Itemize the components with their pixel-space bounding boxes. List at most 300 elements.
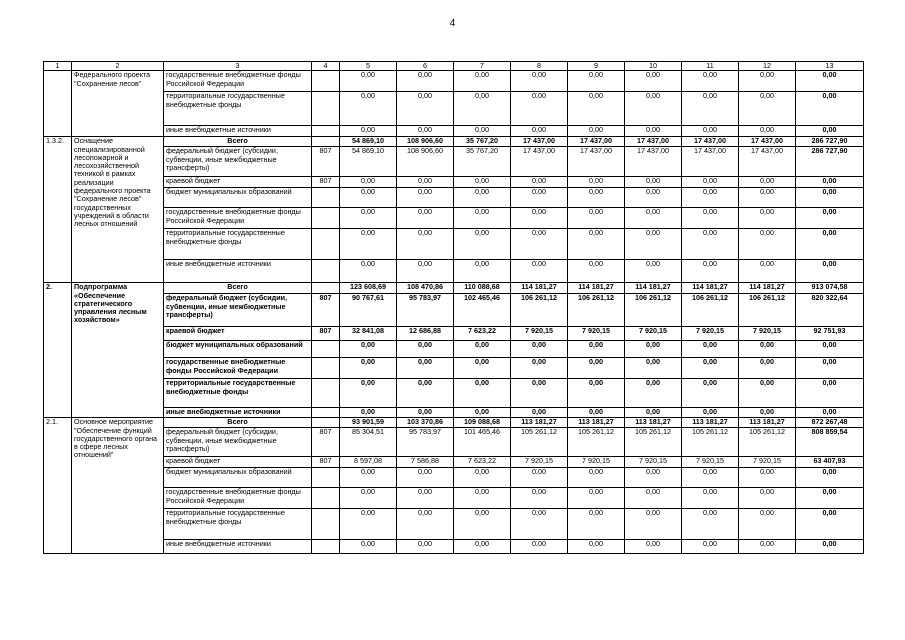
row-total-cell: 92 751,93 bbox=[796, 327, 864, 341]
column-header-8: 8 bbox=[511, 62, 568, 71]
amount-cell: 114 181,27 bbox=[511, 283, 568, 294]
amount-cell: 17 437,00 bbox=[511, 137, 568, 147]
funding-source-cell: государственные внебюджетные фонды Российской Федерации bbox=[164, 488, 312, 509]
total-label-cell: Всего bbox=[164, 418, 312, 428]
amount-cell: 108 470,86 bbox=[397, 283, 454, 294]
funding-source-cell: государственные внебюджетные фонды Российской Федерации bbox=[164, 208, 312, 229]
table-row bbox=[44, 147, 864, 177]
amount-cell: 8 597,08 bbox=[340, 457, 397, 468]
amount-cell: 0,00 bbox=[568, 92, 625, 126]
amount-cell: 0,00 bbox=[454, 229, 511, 260]
amount-cell: 0,00 bbox=[340, 208, 397, 229]
amount-cell: 106 261,12 bbox=[511, 294, 568, 327]
amount-cell: 0,00 bbox=[397, 188, 454, 208]
amount-cell: 17 437,00 bbox=[568, 147, 625, 177]
funding-source-cell: территориальные государственные внебюджетные фонды bbox=[164, 229, 312, 260]
amount-cell: 0,00 bbox=[625, 92, 682, 126]
amount-cell: 17 437,00 bbox=[625, 137, 682, 147]
grbs-code-cell bbox=[312, 92, 340, 126]
amount-cell: 0,00 bbox=[739, 358, 796, 379]
amount-cell: 0,00 bbox=[682, 540, 739, 554]
amount-cell: 114 181,27 bbox=[739, 283, 796, 294]
amount-cell: 0,00 bbox=[739, 71, 796, 92]
table-row bbox=[44, 260, 864, 283]
amount-cell: 35 767,20 bbox=[454, 137, 511, 147]
amount-cell: 0,00 bbox=[739, 488, 796, 509]
budget-table bbox=[43, 61, 864, 554]
item-code-cell: 1.3.2. bbox=[44, 137, 72, 283]
amount-cell: 105 261,12 bbox=[568, 428, 625, 457]
table-row bbox=[44, 208, 864, 229]
amount-cell: 0,00 bbox=[454, 358, 511, 379]
column-header-3: 3 bbox=[164, 62, 312, 71]
amount-cell: 105 261,12 bbox=[682, 428, 739, 457]
table-body bbox=[44, 71, 864, 554]
amount-cell: 0,00 bbox=[454, 208, 511, 229]
amount-cell: 0,00 bbox=[625, 260, 682, 283]
amount-cell: 0,00 bbox=[739, 379, 796, 408]
grbs-code-cell bbox=[312, 341, 340, 358]
amount-cell: 0,00 bbox=[625, 71, 682, 92]
table-row bbox=[44, 509, 864, 540]
table-row bbox=[44, 418, 864, 428]
table-row bbox=[44, 327, 864, 341]
amount-cell: 0,00 bbox=[739, 126, 796, 137]
amount-cell: 0,00 bbox=[625, 379, 682, 408]
amount-cell: 12 686,88 bbox=[397, 327, 454, 341]
amount-cell: 7 586,88 bbox=[397, 457, 454, 468]
grbs-code-cell bbox=[312, 229, 340, 260]
row-total-cell: 286 727,90 bbox=[796, 147, 864, 177]
grbs-code-cell: 807 bbox=[312, 294, 340, 327]
amount-cell: 0,00 bbox=[511, 540, 568, 554]
table-row bbox=[44, 229, 864, 260]
funding-source-cell: государственные внебюджетные фонды Российской Федерации bbox=[164, 71, 312, 92]
amount-cell: 0,00 bbox=[511, 468, 568, 488]
amount-cell: 0,00 bbox=[625, 126, 682, 137]
amount-cell: 0,00 bbox=[682, 126, 739, 137]
funding-source-cell: краевой бюджет bbox=[164, 177, 312, 188]
grbs-code-cell bbox=[312, 137, 340, 147]
amount-cell: 0,00 bbox=[568, 468, 625, 488]
grbs-code-cell bbox=[312, 208, 340, 229]
table-row bbox=[44, 71, 864, 92]
amount-cell: 0,00 bbox=[739, 341, 796, 358]
amount-cell: 0,00 bbox=[340, 358, 397, 379]
amount-cell: 0,00 bbox=[340, 260, 397, 283]
column-header-7: 7 bbox=[454, 62, 511, 71]
amount-cell: 0,00 bbox=[511, 358, 568, 379]
column-header-1: 1 bbox=[44, 62, 72, 71]
amount-cell: 7 623,22 bbox=[454, 327, 511, 341]
grbs-code-cell bbox=[312, 71, 340, 92]
amount-cell: 0,00 bbox=[340, 92, 397, 126]
amount-cell: 7 920,15 bbox=[568, 457, 625, 468]
amount-cell: 0,00 bbox=[397, 229, 454, 260]
amount-cell: 95 783,97 bbox=[397, 428, 454, 457]
amount-cell: 0,00 bbox=[511, 408, 568, 418]
amount-cell: 0,00 bbox=[340, 540, 397, 554]
table-row bbox=[44, 177, 864, 188]
grbs-code-cell: 807 bbox=[312, 428, 340, 457]
amount-cell: 114 181,27 bbox=[625, 283, 682, 294]
amount-cell: 0,00 bbox=[397, 509, 454, 540]
amount-cell: 7 623,22 bbox=[454, 457, 511, 468]
amount-cell: 0,00 bbox=[568, 358, 625, 379]
amount-cell: 0,00 bbox=[397, 488, 454, 509]
amount-cell: 17 437,00 bbox=[511, 147, 568, 177]
amount-cell: 0,00 bbox=[568, 177, 625, 188]
amount-cell: 0,00 bbox=[397, 71, 454, 92]
amount-cell: 0,00 bbox=[739, 188, 796, 208]
funding-source-cell: краевой бюджет bbox=[164, 327, 312, 341]
amount-cell: 0,00 bbox=[340, 71, 397, 92]
row-total-cell: 0,00 bbox=[796, 71, 864, 92]
row-total-cell: 0,00 bbox=[796, 126, 864, 137]
row-total-cell: 0,00 bbox=[796, 229, 864, 260]
grbs-code-cell bbox=[312, 260, 340, 283]
amount-cell: 0,00 bbox=[511, 229, 568, 260]
row-total-cell: 0,00 bbox=[796, 92, 864, 126]
grbs-code-cell bbox=[312, 358, 340, 379]
amount-cell: 0,00 bbox=[511, 188, 568, 208]
amount-cell: 0,00 bbox=[340, 177, 397, 188]
amount-cell: 17 437,00 bbox=[739, 137, 796, 147]
amount-cell: 0,00 bbox=[454, 177, 511, 188]
amount-cell: 0,00 bbox=[340, 488, 397, 509]
grbs-code-cell bbox=[312, 283, 340, 294]
amount-cell: 0,00 bbox=[625, 341, 682, 358]
amount-cell: 0,00 bbox=[568, 540, 625, 554]
amount-cell: 0,00 bbox=[739, 468, 796, 488]
amount-cell: 0,00 bbox=[739, 408, 796, 418]
row-total-cell: 63 407,93 bbox=[796, 457, 864, 468]
amount-cell: 0,00 bbox=[625, 408, 682, 418]
amount-cell: 0,00 bbox=[739, 208, 796, 229]
amount-cell: 0,00 bbox=[682, 341, 739, 358]
amount-cell: 95 783,97 bbox=[397, 294, 454, 327]
amount-cell: 106 261,12 bbox=[682, 294, 739, 327]
amount-cell: 0,00 bbox=[340, 468, 397, 488]
amount-cell: 0,00 bbox=[682, 260, 739, 283]
amount-cell: 0,00 bbox=[511, 509, 568, 540]
amount-cell: 0,00 bbox=[682, 71, 739, 92]
funding-source-cell: иные внебюджетные источники bbox=[164, 408, 312, 418]
amount-cell: 0,00 bbox=[511, 92, 568, 126]
amount-cell: 0,00 bbox=[682, 509, 739, 540]
amount-cell: 113 181,27 bbox=[625, 418, 682, 428]
column-header-6: 6 bbox=[397, 62, 454, 71]
amount-cell: 0,00 bbox=[340, 379, 397, 408]
amount-cell: 7 920,15 bbox=[511, 327, 568, 341]
amount-cell: 0,00 bbox=[625, 229, 682, 260]
amount-cell: 17 437,00 bbox=[682, 147, 739, 177]
amount-cell: 110 088,68 bbox=[454, 283, 511, 294]
row-total-cell: 0,00 bbox=[796, 260, 864, 283]
amount-cell: 0,00 bbox=[511, 177, 568, 188]
amount-cell: 0,00 bbox=[397, 408, 454, 418]
row-total-cell: 0,00 bbox=[796, 208, 864, 229]
item-code-cell: 2.1. bbox=[44, 418, 72, 554]
amount-cell: 7 920,15 bbox=[511, 457, 568, 468]
funding-source-cell: федеральный бюджет (субсидии, субвенции, иные межбюджетные трансферты) bbox=[164, 428, 312, 457]
funding-source-cell: федеральный бюджет (субсидии, субвенции, иные межбюджетные трансферты) bbox=[164, 147, 312, 177]
grbs-code-cell bbox=[312, 408, 340, 418]
amount-cell: 0,00 bbox=[397, 260, 454, 283]
funding-source-cell: иные внебюджетные источники bbox=[164, 540, 312, 554]
table-row bbox=[44, 294, 864, 327]
item-code-cell bbox=[44, 71, 72, 137]
table-row bbox=[44, 92, 864, 126]
amount-cell: 0,00 bbox=[397, 177, 454, 188]
funding-source-cell: бюджет муниципальных образований bbox=[164, 468, 312, 488]
amount-cell: 0,00 bbox=[568, 260, 625, 283]
table-row bbox=[44, 137, 864, 147]
grbs-code-cell bbox=[312, 379, 340, 408]
grbs-code-cell bbox=[312, 126, 340, 137]
amount-cell: 113 181,27 bbox=[568, 418, 625, 428]
amount-cell: 0,00 bbox=[340, 408, 397, 418]
amount-cell: 7 920,15 bbox=[625, 327, 682, 341]
funding-source-cell: иные внебюджетные источники bbox=[164, 126, 312, 137]
amount-cell: 0,00 bbox=[397, 358, 454, 379]
grbs-code-cell bbox=[312, 418, 340, 428]
amount-cell: 0,00 bbox=[454, 408, 511, 418]
amount-cell: 0,00 bbox=[454, 341, 511, 358]
funding-source-cell: бюджет муниципальных образований bbox=[164, 341, 312, 358]
table-row bbox=[44, 188, 864, 208]
column-number-row bbox=[44, 62, 864, 71]
amount-cell: 0,00 bbox=[682, 92, 739, 126]
amount-cell: 0,00 bbox=[682, 229, 739, 260]
column-header-12: 12 bbox=[739, 62, 796, 71]
amount-cell: 90 767,61 bbox=[340, 294, 397, 327]
amount-cell: 0,00 bbox=[397, 208, 454, 229]
amount-cell: 0,00 bbox=[454, 468, 511, 488]
amount-cell: 0,00 bbox=[568, 126, 625, 137]
amount-cell: 0,00 bbox=[454, 126, 511, 137]
amount-cell: 0,00 bbox=[568, 229, 625, 260]
amount-cell: 7 920,15 bbox=[682, 457, 739, 468]
total-label-cell: Всего bbox=[164, 283, 312, 294]
amount-cell: 17 437,00 bbox=[625, 147, 682, 177]
amount-cell: 0,00 bbox=[397, 540, 454, 554]
amount-cell: 7 920,15 bbox=[682, 327, 739, 341]
amount-cell: 114 181,27 bbox=[682, 283, 739, 294]
column-header-2: 2 bbox=[72, 62, 164, 71]
row-total-cell: 0,00 bbox=[796, 177, 864, 188]
column-header-9: 9 bbox=[568, 62, 625, 71]
funding-source-cell: государственные внебюджетные фонды Российской Федерации bbox=[164, 358, 312, 379]
item-code-cell: 2. bbox=[44, 283, 72, 418]
amount-cell: 0,00 bbox=[739, 260, 796, 283]
amount-cell: 113 181,27 bbox=[739, 418, 796, 428]
table-row bbox=[44, 457, 864, 468]
amount-cell: 17 437,00 bbox=[568, 137, 625, 147]
amount-cell: 35 767,20 bbox=[454, 147, 511, 177]
funding-source-cell: иные внебюджетные источники bbox=[164, 260, 312, 283]
amount-cell: 0,00 bbox=[625, 208, 682, 229]
table-row bbox=[44, 126, 864, 137]
amount-cell: 0,00 bbox=[511, 126, 568, 137]
grbs-code-cell bbox=[312, 488, 340, 509]
amount-cell: 7 920,15 bbox=[739, 457, 796, 468]
amount-cell: 0,00 bbox=[397, 379, 454, 408]
amount-cell: 105 261,12 bbox=[739, 428, 796, 457]
grbs-code-cell bbox=[312, 188, 340, 208]
item-name-cell: Подпрограмма «Обеспечение стратегического управления лесным хозяйством» bbox=[72, 283, 164, 418]
amount-cell: 0,00 bbox=[568, 341, 625, 358]
amount-cell: 101 465,46 bbox=[454, 428, 511, 457]
amount-cell: 0,00 bbox=[739, 177, 796, 188]
amount-cell: 0,00 bbox=[397, 468, 454, 488]
amount-cell: 113 181,27 bbox=[511, 418, 568, 428]
amount-cell: 0,00 bbox=[568, 188, 625, 208]
amount-cell: 0,00 bbox=[625, 468, 682, 488]
amount-cell: 123 608,69 bbox=[340, 283, 397, 294]
amount-cell: 0,00 bbox=[397, 341, 454, 358]
amount-cell: 0,00 bbox=[340, 229, 397, 260]
row-total-cell: 872 267,48 bbox=[796, 418, 864, 428]
amount-cell: 108 906,60 bbox=[397, 137, 454, 147]
amount-cell: 0,00 bbox=[454, 509, 511, 540]
amount-cell: 0,00 bbox=[568, 408, 625, 418]
amount-cell: 0,00 bbox=[625, 488, 682, 509]
funding-source-cell: федеральный бюджет (субсидии, субвенции, иные межбюджетные трансферты) bbox=[164, 294, 312, 327]
amount-cell: 0,00 bbox=[682, 468, 739, 488]
table-row bbox=[44, 379, 864, 408]
amount-cell: 106 261,12 bbox=[625, 294, 682, 327]
amount-cell: 0,00 bbox=[682, 358, 739, 379]
grbs-code-cell: 807 bbox=[312, 147, 340, 177]
column-header-10: 10 bbox=[625, 62, 682, 71]
amount-cell: 0,00 bbox=[568, 71, 625, 92]
funding-source-cell: территориальные государственные внебюджетные фонды bbox=[164, 509, 312, 540]
amount-cell: 0,00 bbox=[340, 341, 397, 358]
funding-source-cell: бюджет муниципальных образований bbox=[164, 188, 312, 208]
row-total-cell: 0,00 bbox=[796, 188, 864, 208]
item-name-cell: Федерального проекта "Сохранение лесов" bbox=[72, 71, 164, 137]
amount-cell: 0,00 bbox=[340, 126, 397, 137]
item-name-cell: Основное мероприятие "Обеспечение функций государственного органа в сфере лесных отношений" bbox=[72, 418, 164, 554]
amount-cell: 7 920,15 bbox=[739, 327, 796, 341]
amount-cell: 93 901,59 bbox=[340, 418, 397, 428]
amount-cell: 0,00 bbox=[568, 379, 625, 408]
amount-cell: 0,00 bbox=[682, 208, 739, 229]
amount-cell: 0,00 bbox=[511, 71, 568, 92]
amount-cell: 0,00 bbox=[454, 540, 511, 554]
amount-cell: 0,00 bbox=[682, 379, 739, 408]
amount-cell: 105 261,12 bbox=[511, 428, 568, 457]
row-total-cell: 0,00 bbox=[796, 488, 864, 509]
funding-source-cell: территориальные государственные внебюджетные фонды bbox=[164, 92, 312, 126]
amount-cell: 54 869,10 bbox=[340, 147, 397, 177]
amount-cell: 0,00 bbox=[511, 260, 568, 283]
grbs-code-cell: 807 bbox=[312, 457, 340, 468]
amount-cell: 32 841,08 bbox=[340, 327, 397, 341]
total-label-cell: Всего bbox=[164, 137, 312, 147]
table-row bbox=[44, 540, 864, 554]
amount-cell: 7 920,15 bbox=[568, 327, 625, 341]
amount-cell: 0,00 bbox=[625, 540, 682, 554]
amount-cell: 0,00 bbox=[454, 188, 511, 208]
amount-cell: 0,00 bbox=[397, 92, 454, 126]
amount-cell: 0,00 bbox=[454, 71, 511, 92]
amount-cell: 0,00 bbox=[739, 540, 796, 554]
amount-cell: 0,00 bbox=[340, 509, 397, 540]
grbs-code-cell bbox=[312, 540, 340, 554]
table-row bbox=[44, 488, 864, 509]
table-row bbox=[44, 468, 864, 488]
amount-cell: 0,00 bbox=[682, 408, 739, 418]
amount-cell: 0,00 bbox=[625, 509, 682, 540]
row-total-cell: 0,00 bbox=[796, 379, 864, 408]
row-total-cell: 808 859,54 bbox=[796, 428, 864, 457]
row-total-cell: 820 322,64 bbox=[796, 294, 864, 327]
amount-cell: 0,00 bbox=[568, 208, 625, 229]
amount-cell: 0,00 bbox=[454, 260, 511, 283]
amount-cell: 0,00 bbox=[511, 208, 568, 229]
row-total-cell: 0,00 bbox=[796, 341, 864, 358]
amount-cell: 0,00 bbox=[682, 177, 739, 188]
amount-cell: 0,00 bbox=[454, 379, 511, 408]
amount-cell: 0,00 bbox=[511, 488, 568, 509]
row-total-cell: 0,00 bbox=[796, 509, 864, 540]
amount-cell: 0,00 bbox=[511, 379, 568, 408]
grbs-code-cell bbox=[312, 468, 340, 488]
amount-cell: 0,00 bbox=[625, 177, 682, 188]
amount-cell: 0,00 bbox=[682, 488, 739, 509]
amount-cell: 113 181,27 bbox=[682, 418, 739, 428]
amount-cell: 106 261,12 bbox=[739, 294, 796, 327]
funding-source-cell: краевой бюджет bbox=[164, 457, 312, 468]
amount-cell: 108 906,60 bbox=[397, 147, 454, 177]
row-total-cell: 286 727,90 bbox=[796, 137, 864, 147]
amount-cell: 7 920,15 bbox=[625, 457, 682, 468]
table-row bbox=[44, 341, 864, 358]
amount-cell: 0,00 bbox=[625, 358, 682, 379]
amount-cell: 0,00 bbox=[568, 509, 625, 540]
amount-cell: 54 869,10 bbox=[340, 137, 397, 147]
row-total-cell: 0,00 bbox=[796, 408, 864, 418]
amount-cell: 109 088,68 bbox=[454, 418, 511, 428]
grbs-code-cell: 807 bbox=[312, 177, 340, 188]
amount-cell: 0,00 bbox=[739, 92, 796, 126]
amount-cell: 0,00 bbox=[739, 229, 796, 260]
amount-cell: 102 465,46 bbox=[454, 294, 511, 327]
amount-cell: 0,00 bbox=[625, 188, 682, 208]
column-header-4: 4 bbox=[312, 62, 340, 71]
amount-cell: 0,00 bbox=[454, 92, 511, 126]
amount-cell: 17 437,00 bbox=[682, 137, 739, 147]
item-name-cell: Оснащение специализированной лесопожарной и лесохозяйственной техникой в рамках реализации федерального проекта "Сохранение лесов" государственных учреждений в области лесных отношений bbox=[72, 137, 164, 283]
column-header-13: 13 bbox=[796, 62, 864, 71]
amount-cell: 0,00 bbox=[568, 488, 625, 509]
amount-cell: 105 261,12 bbox=[625, 428, 682, 457]
amount-cell: 106 261,12 bbox=[568, 294, 625, 327]
funding-source-cell: территориальные государственные внебюджетные фонды bbox=[164, 379, 312, 408]
grbs-code-cell bbox=[312, 509, 340, 540]
table-row bbox=[44, 428, 864, 457]
amount-cell: 0,00 bbox=[397, 126, 454, 137]
column-header-11: 11 bbox=[682, 62, 739, 71]
table-row bbox=[44, 283, 864, 294]
grbs-code-cell: 807 bbox=[312, 327, 340, 341]
amount-cell: 0,00 bbox=[340, 188, 397, 208]
table-row bbox=[44, 358, 864, 379]
amount-cell: 114 181,27 bbox=[568, 283, 625, 294]
table-row bbox=[44, 408, 864, 418]
